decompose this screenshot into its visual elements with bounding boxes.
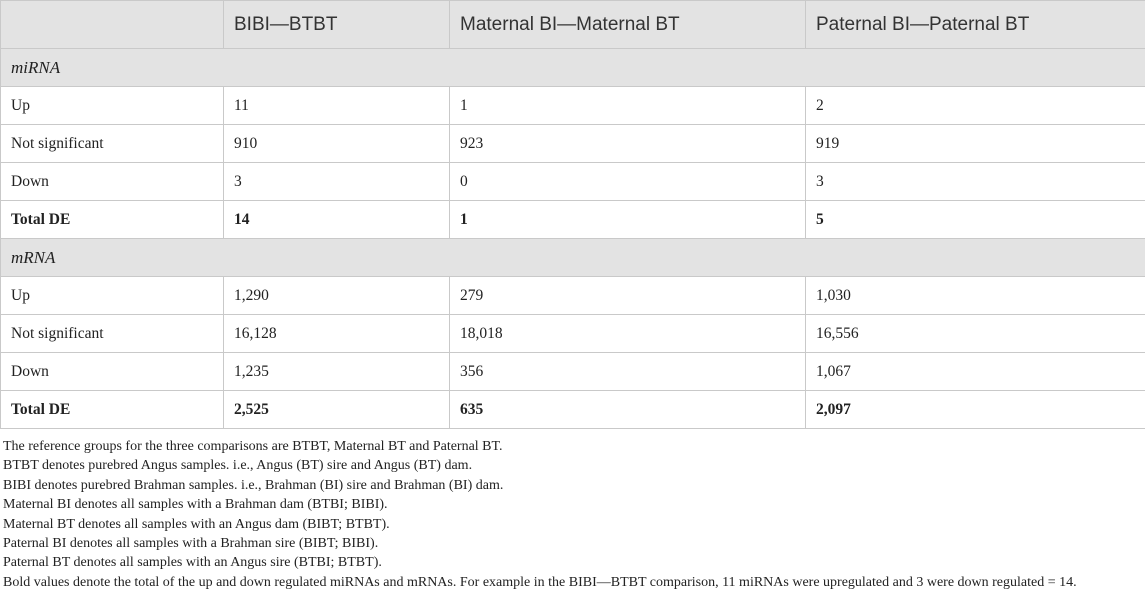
footnote: BIBI denotes purebred Brahman samples. i.e., Brahman (BI) sire and Brahman (BI) dam. (3, 477, 504, 493)
table-row (1, 315, 1145, 353)
cell-value: 279 (450, 277, 806, 315)
cell-value: 356 (450, 353, 806, 391)
table-row (1, 163, 1145, 201)
total-row (1, 391, 1145, 429)
row-label: Total DE (1, 391, 224, 429)
cell-value: 1,290 (224, 277, 450, 315)
footnote: BTBT denotes purebred Angus samples. i.e., Angus (BT) sire and Angus (BT) dam. (3, 458, 473, 474)
row-label: Down (1, 163, 224, 201)
cell-value: 14 (224, 201, 450, 239)
table-row (1, 277, 1145, 315)
footnote: Maternal BI denotes all samples with a Brahman dam (BTBI; BIBI). (3, 497, 388, 513)
cell-value: 3 (806, 163, 1145, 201)
section-title: mRNA (1, 239, 1145, 277)
row-label: Down (1, 353, 224, 391)
cell-value: 2 (806, 87, 1145, 125)
cell-value: 18,018 (450, 315, 806, 353)
cell-value: 923 (450, 125, 806, 163)
table-footnotes (0, 437, 1145, 592)
cell-value: 2,097 (806, 391, 1145, 429)
cell-value: 16,556 (806, 315, 1145, 353)
row-label: Up (1, 277, 224, 315)
header-cell-paternal: Paternal BI—Paternal BT (806, 1, 1145, 49)
row-label: Not significant (1, 315, 224, 353)
cell-value: 910 (224, 125, 450, 163)
footnote: Paternal BI denotes all samples with a Brahman sire (BIBT; BIBI). (3, 536, 379, 552)
cell-value: 919 (806, 125, 1145, 163)
section-row-mirna (1, 49, 1145, 87)
header-cell-empty (1, 1, 224, 49)
row-label: Not significant (1, 125, 224, 163)
total-row (1, 201, 1145, 239)
table-row (1, 87, 1145, 125)
table-row (1, 125, 1145, 163)
header-cell-bibi-btbt: BIBI—BTBT (224, 1, 450, 49)
footnote: Paternal BT denotes all samples with an Angus sire (BTBI; BTBT). (3, 555, 382, 571)
cell-value: 2,525 (224, 391, 450, 429)
cell-value: 635 (450, 391, 806, 429)
table-row (1, 353, 1145, 391)
cell-value: 1,030 (806, 277, 1145, 315)
header-row (1, 1, 1145, 49)
header-cell-maternal: Maternal BI—Maternal BT (450, 1, 806, 49)
cell-value: 1,067 (806, 353, 1145, 391)
section-title: miRNA (1, 49, 1145, 87)
cell-value: 16,128 (224, 315, 450, 353)
cell-value: 11 (224, 87, 450, 125)
section-row-mrna (1, 239, 1145, 277)
footnote: Bold values denote the total of the up and down regulated miRNAs and mRNAs. For example in the BIBI—BTBT comparison, 11 miRNAs were upregulated and 3 were down regulated = 14. (3, 574, 1077, 590)
cell-value: 0 (450, 163, 806, 201)
cell-value: 5 (806, 201, 1145, 239)
cell-value: 1,235 (224, 353, 450, 391)
footnote: The reference groups for the three comparisons are BTBT, Maternal BT and Paternal BT. (3, 439, 503, 454)
cell-value: 1 (450, 201, 806, 239)
cell-value: 3 (224, 163, 450, 201)
footnote: Maternal BT denotes all samples with an Angus dam (BIBT; BTBT). (3, 516, 390, 532)
cell-value: 1 (450, 87, 806, 125)
row-label: Total DE (1, 201, 224, 239)
row-label: Up (1, 87, 224, 125)
